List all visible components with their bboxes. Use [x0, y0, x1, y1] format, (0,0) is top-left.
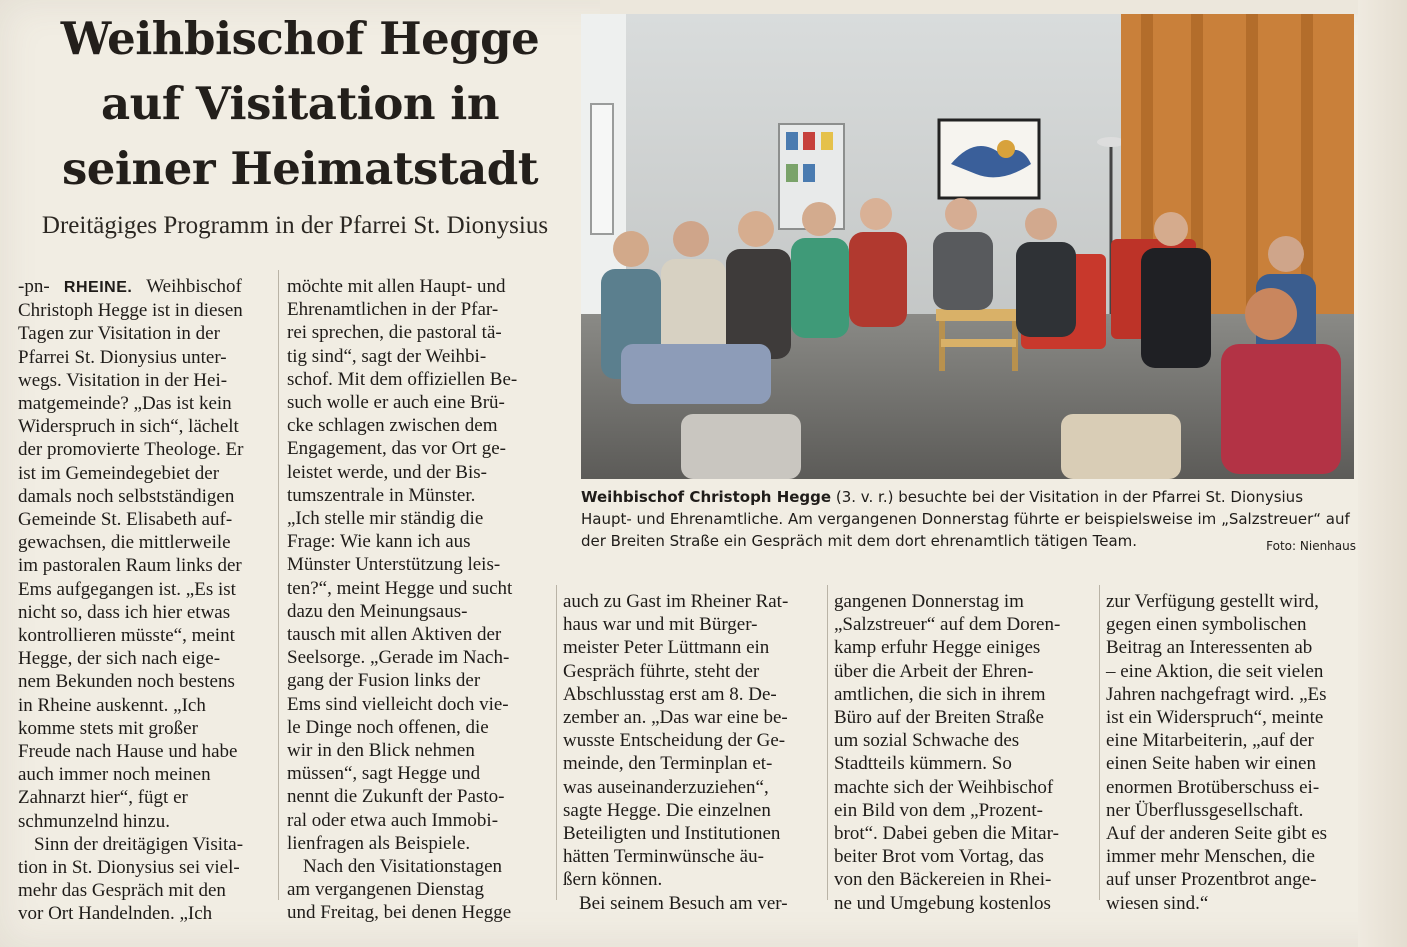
text-line: auf unser Prozentbrot ange- [1106, 869, 1317, 891]
photo-credit: Foto: Nienhaus [1266, 539, 1356, 553]
text-line: müssen“, sagt Hegge und [287, 763, 481, 785]
text-line: gangenen Donnerstag im [834, 591, 1024, 612]
text-line: in Rheine auskennt. „Ich [18, 694, 206, 716]
text-line: enormen Brotüberschuss ei- [1106, 776, 1320, 798]
text-line: tumszentrale in Münster. [287, 484, 476, 506]
headline-line: Weihbischof Hegge [60, 12, 540, 65]
text-line: Nach den Visitationstagen [303, 856, 503, 878]
text-line: Frage: Wie kann ich aus [287, 531, 471, 553]
text-line: cke schlagen zwischen dem [287, 415, 498, 437]
text-column-5 [1106, 590, 1368, 915]
text-line: und Freitag, bei denen Hegge [287, 902, 512, 924]
text-line: schof. Mit dem offiziellen Be- [287, 368, 518, 390]
text-line: gang der Fusion links der [287, 670, 481, 692]
dateline-line [18, 275, 271, 299]
text-line: Ems sind vielleicht doch vie- [287, 693, 509, 715]
text-line: über die Arbeit der Ehren- [834, 660, 1034, 682]
text-line: möchte mit allen Haupt- und [287, 276, 506, 297]
article-photo [581, 14, 1354, 479]
text-line: le Dinge noch offenen, die [287, 716, 489, 738]
text-line: brot“. Dabei geben die Mitar- [834, 823, 1059, 845]
text-line: von den Bäckereien in Rhei- [834, 869, 1052, 891]
text-line: Ems aufgegangen ist. „Es ist [18, 578, 236, 600]
text-line: dazu den Meinungsaus- [287, 600, 468, 622]
text-column-3 [563, 590, 821, 915]
caption-lead: Weihbischof Christoph Hegge [581, 488, 832, 506]
text-line: Tagen zur Visitation in der [18, 323, 220, 345]
text-column-2 [287, 275, 550, 925]
text-line: Jahren nachgefragt wird. „Es [1106, 683, 1327, 705]
text-line: tion in St. Dionysius sei viel- [18, 857, 240, 879]
text-line: wegs. Visitation in der Hei- [18, 369, 228, 391]
text-line: meister Peter Lüttmann ein [563, 637, 770, 659]
column-rule [556, 585, 557, 900]
text-line: Auf der anderen Seite gibt es [1106, 823, 1328, 845]
text-line: „Ich stelle mir ständig die [287, 508, 484, 530]
article-subheadline: Dreitägiges Programm in der Pfarrei St. Dionysius [41, 212, 549, 239]
text-line: im pastoralen Raum links der [18, 555, 242, 577]
text-line: mehr das Gespräch mit den [18, 880, 226, 902]
text-line: kamp erfuhr Hegge einiges [834, 637, 1041, 659]
text-line: auch zu Gast im Rheiner Rat- [563, 591, 789, 612]
column-rule [1099, 585, 1100, 900]
text-line: schmunzelnd hinzu. [18, 810, 170, 832]
text-line: lienfragen als Beispiele. [287, 832, 471, 854]
text-column-1 [18, 275, 271, 926]
text-line: haus war und mit Bürger- [563, 614, 758, 636]
text-line: ne und Umgebung kostenlos [834, 892, 1051, 914]
text-line: am vergangenen Dienstag [287, 879, 484, 901]
text-line: nennt die Zukunft der Pasto- [287, 786, 505, 808]
text-line: Hegge, der sich nach eige- [18, 648, 221, 670]
text-line: such wolle er auch eine Brü- [287, 392, 505, 414]
text-line: ten?“, meint Hegge und sucht [287, 577, 513, 599]
text-line: sagte Hegge. Die einzelnen [563, 799, 771, 821]
text-line: vor Ort Handelnden. „Ich [18, 903, 213, 925]
text-line: gewachsen, die mittlerweile [18, 532, 231, 554]
text-line: Seelsorge. „Gerade im Nach- [287, 647, 510, 669]
column-rule [278, 270, 279, 900]
text-line: kontrollieren müsste“, meint [18, 625, 235, 647]
text-line: damals noch selbstständigen [18, 485, 235, 507]
adjacent-article-edge [600, 0, 1407, 14]
text-line: nem Bekunden noch bestens [18, 671, 235, 693]
text-line: immer mehr Menschen, die [1106, 846, 1315, 868]
text-line: Gemeinde St. Elisabeth auf- [18, 509, 233, 531]
text-line: was auseinanderzuziehen“, [563, 776, 769, 798]
text-line: Bei seinem Besuch am ver- [579, 892, 788, 914]
meeting-room-photo [581, 14, 1354, 479]
text-line: – eine Aktion, die seit vielen [1106, 660, 1324, 682]
text-line: machte sich der Weihbischof [834, 776, 1054, 798]
text-line: zember an. „Das war eine be- [563, 707, 788, 729]
text-line: Zahnarzt hier“, fügt er [18, 787, 188, 809]
text-line: leistet werde, und der Bis- [287, 461, 487, 483]
text-line: ist im Gemeindegebiet der [18, 462, 220, 484]
text-line: meinde, den Terminplan et- [563, 753, 773, 775]
headline-line: seiner Heimatstadt [61, 142, 539, 195]
text-line: auch immer noch meinen [18, 764, 211, 786]
text-line: einen Seite haben wir einen [1106, 753, 1316, 775]
text-line: Büro auf der Breiten Straße [834, 707, 1044, 729]
text-line: ßern können. [563, 869, 663, 891]
text-line: wiesen sind.“ [1106, 892, 1209, 914]
text-line: „Salzstreuer“ auf dem Doren- [834, 614, 1061, 636]
dateline: RHEINE. [63, 279, 133, 296]
text-line: ein Bild von dem „Prozent- [834, 799, 1043, 821]
text-line: Pfarrei St. Dionysius unter- [18, 346, 227, 368]
text-line: ner Überflussgesellschaft. [1106, 799, 1304, 821]
text-line: Stadtteils kümmern. So [834, 753, 1012, 775]
text-line: Widerspruch in sich“, lächelt [18, 416, 239, 438]
text-line: wir in den Blick nehmen [287, 740, 475, 762]
text-line: Freude nach Hause und habe [18, 741, 238, 763]
text-line: Sinn der dreitägigen Visita- [34, 833, 244, 855]
text-line: beiter Brot vom Vortag, das [834, 846, 1044, 868]
text-line: Christoph Hegge ist in diesen [18, 300, 243, 322]
text-line: Ehrenamtlichen in der Pfar- [287, 299, 499, 321]
text-line: um sozial Schwache des [834, 730, 1020, 752]
text-line: Beteiligten und Institutionen [563, 823, 781, 845]
caption-text: (3. v. r.) besuchte bei der Visitation in der Pfarrei St. Dionysius Haupt- und Ehrenamtliche. Am vergangenen Donnerstag führte er beispielsweise im „Salzstreuer“ auf der Breiten Straße ein Gespräch mit dem dort ehrenamtlich tätigen Team. [581, 488, 1350, 550]
text-line: ral oder etwa auch Immobi- [287, 809, 499, 831]
text-line: Weihbischof [146, 276, 242, 297]
text-line: gegen einen symbolischen [1106, 614, 1307, 636]
text-line: eine Mitarbeiterin, „auf der [1106, 730, 1314, 752]
text-line: tausch mit allen Aktiven der [287, 624, 502, 646]
text-line: Abschlusstag erst am 8. De- [563, 683, 777, 705]
article-headline [30, 6, 570, 201]
text-line: rei sprechen, die pastoral tä- [287, 322, 502, 344]
byline: -pn- [18, 276, 50, 297]
photo-caption [581, 486, 1356, 557]
text-line: tig sind“, sagt der Weihbi- [287, 345, 487, 367]
text-line: Engagement, das vor Ort ge- [287, 438, 506, 460]
text-line: hätten Terminwünsche äu- [563, 846, 764, 868]
text-line: matgemeinde? „Das ist kein [18, 393, 232, 415]
text-line: Beitrag an Interessenten ab [1106, 637, 1313, 659]
text-line: wusste Entscheidung der Ge- [563, 730, 786, 752]
text-column-4 [834, 590, 1095, 915]
text-line: Gespräch führte, steht der [563, 660, 760, 682]
text-line: der promovierte Theologe. Er [18, 439, 244, 461]
headline-line: auf Visitation in [100, 77, 500, 130]
text-line: ist ein Widerspruch“, meinte [1106, 707, 1324, 729]
text-line: komme stets mit großer [18, 717, 198, 739]
text-line: amtlichen, die sich in ihrem [834, 683, 1046, 705]
text-line: nicht so, dass ich hier etwas [18, 601, 231, 623]
text-line: Münster Unterstützung leis- [287, 554, 501, 576]
text-line: zur Verfügung gestellt wird, [1106, 591, 1319, 612]
column-rule [827, 585, 828, 900]
